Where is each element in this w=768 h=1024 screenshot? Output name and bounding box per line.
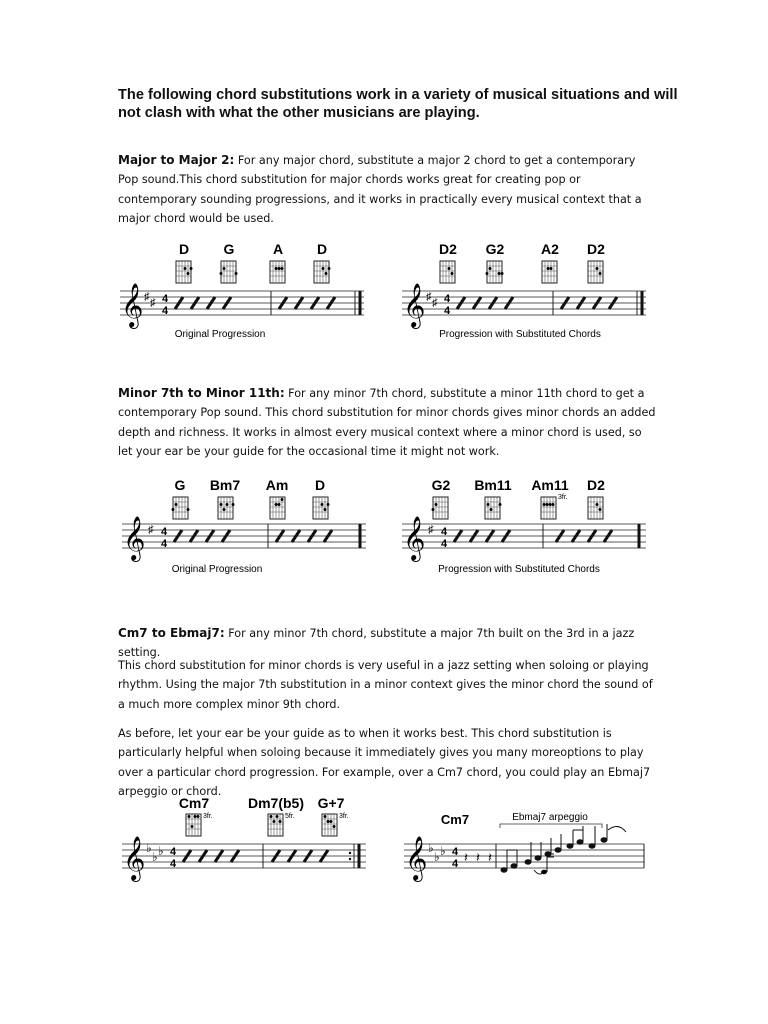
flat-icon: ♭: [146, 841, 152, 855]
chord-name: G2: [485, 241, 505, 257]
chord-diagram: [314, 261, 331, 283]
section2-title: Minor 7th to Minor 11th:: [118, 386, 285, 400]
time-sig: 4: [169, 858, 177, 870]
time-sig: 4: [161, 305, 169, 317]
chord-name: D2: [439, 241, 457, 257]
section1-left-chart: [120, 241, 364, 340]
intro-heading: The following chord substitutions work in a variety of musical situations and will not clash with what the other musicians are playing.: [118, 87, 678, 121]
chord-diagram: [176, 261, 193, 283]
chord-name: G+7: [317, 795, 345, 811]
music-staff: [402, 517, 646, 562]
chord-name: Cm7: [440, 812, 470, 827]
chord-diagram: [218, 497, 235, 519]
section3-paragraph-2: This chord substitution for minor chords is very useful in a jazz setting when soloing or playing rhythm. Using the major 7th substitution in a minor context gives the minor chord the sound of a much more complex minor 9th chord.: [118, 659, 653, 711]
section2-paragraph: [118, 384, 658, 462]
chord-diagram: [541, 497, 556, 519]
chord-diagram: [220, 261, 238, 283]
chord-diagram: [172, 497, 190, 519]
time-sig: 4: [161, 293, 169, 305]
section1-figure: [118, 238, 650, 346]
chord-name: D: [316, 241, 328, 257]
chord-name: Am: [265, 477, 289, 493]
sharp-icon: ♯: [426, 291, 432, 303]
chord-diagram: [485, 497, 502, 519]
chord-name: G: [223, 241, 235, 257]
rest-icon: 𝄽: [488, 850, 492, 865]
section3-paragraph-3: As before, let your ear be your guide as to when it works best. This chord substitution is particularly helpful when soloing because it immediately gives you many moreoptions to play over a particular chord progression. For example, over a Cm7 chord, you could play an Ebmaj7 arpeggio or chord.: [118, 727, 651, 799]
treble-clef: 𝄞: [121, 285, 144, 327]
sharp-icon: ♯: [432, 297, 438, 309]
chord-diagram: [432, 497, 449, 519]
chord-name: Am11: [531, 477, 569, 493]
chord-diagram: [322, 814, 337, 836]
caption: Progression with Substituted Chords: [439, 329, 601, 340]
rest-icon: 𝄽: [464, 850, 468, 865]
time-sig: 4: [160, 526, 168, 538]
section2-left-chart: [122, 477, 366, 575]
treble-clef: 𝄞: [123, 518, 146, 560]
chord-diagram: [313, 497, 330, 519]
chord-name: Dm7(b5): [247, 795, 305, 811]
sharp-icon: ♯: [150, 297, 156, 309]
chord-diagram: [542, 261, 557, 283]
section1-paragraph: [118, 151, 658, 229]
section3-figure: [118, 792, 650, 886]
music-staff: [402, 824, 644, 882]
time-sig: 4: [160, 538, 168, 550]
music-staff: [402, 284, 646, 329]
time-sig: 4: [443, 293, 451, 305]
chord-name: D: [314, 477, 326, 493]
time-sig: 4: [451, 846, 459, 858]
section1-right-chart: [402, 241, 646, 340]
music-staff: [120, 284, 364, 329]
section3-title: Cm7 to Ebmaj7:: [118, 626, 225, 640]
chord-name: A2: [541, 241, 559, 257]
section3-left-chart: [122, 795, 366, 882]
chord-name: G2: [431, 477, 451, 493]
caption: Progression with Substituted Chords: [438, 564, 600, 575]
chord-diagram: [268, 814, 283, 836]
chord-diagram: [588, 261, 603, 283]
chord-name: Cm7: [178, 795, 210, 811]
chord-diagram: [440, 261, 455, 283]
chord-name: Bm7: [209, 477, 241, 493]
flat-icon: ♭: [434, 850, 440, 864]
chord-name: D2: [587, 241, 605, 257]
chord-diagram: [270, 261, 285, 283]
flat-icon: ♭: [152, 850, 158, 864]
chord-name: D: [178, 241, 190, 257]
section3-text: For any minor 7th chord, substitute a major 7th built on the 3rd in a jazz setting.: [118, 627, 635, 660]
time-sig: 4: [451, 858, 459, 870]
section2-figure: [118, 474, 650, 582]
arpeggio-bracket: [500, 824, 602, 828]
caption: Original Progression: [171, 564, 263, 575]
treble-clef: 𝄞: [403, 285, 426, 327]
fret-label: 5fr.: [285, 813, 295, 820]
chord-diagram: [186, 814, 201, 836]
section2-text: For any minor 7th chord, substitute a minor 11th chord to get a contemporary Pop sound. This chord substitution for minor chords gives minor chords an added depth and richness. It works in almost every musical context where a minor chord is used, so let your ear be your guide for the occasional time it might not work.: [118, 387, 656, 459]
chord-name: Bm11: [474, 477, 512, 493]
caption: Original Progression: [174, 329, 266, 340]
section2-right-chart: [402, 477, 646, 575]
chord-diagram: [588, 497, 603, 519]
arpeggio-label: Ebmaj7 arpeggio: [512, 812, 588, 823]
flat-icon: ♭: [440, 844, 446, 858]
chord-name: G: [174, 477, 186, 493]
sharp-icon: ♯: [428, 524, 434, 536]
fret-label: 3fr.: [339, 813, 349, 820]
rest-icon: 𝄽: [476, 850, 480, 865]
sharp-icon: ♯: [148, 524, 154, 536]
treble-clef: 𝄞: [403, 518, 426, 560]
treble-clef: 𝄞: [405, 838, 428, 880]
time-sig: 4: [440, 526, 448, 538]
music-staff: [122, 837, 366, 882]
fret-label: 3fr.: [558, 494, 568, 501]
time-sig: 4: [443, 305, 451, 317]
flat-icon: ♭: [158, 844, 164, 858]
time-sig: 4: [169, 846, 177, 858]
chord-diagram: [486, 261, 504, 283]
sharp-icon: ♯: [144, 291, 150, 303]
chord-diagram: [270, 497, 285, 519]
section1-title: Major to Major 2:: [118, 153, 235, 167]
fret-label: 3fr.: [203, 813, 213, 820]
treble-clef: 𝄞: [123, 838, 146, 880]
time-sig: 4: [440, 538, 448, 550]
flat-icon: ♭: [428, 841, 434, 855]
section1-text: For any major chord, substitute a major 2 chord to get a contemporary Pop sound.This chord substitution for major chords works great for creating pop or contemporary sounding progressions, and it works in practically every musical context that a major chord would be used.: [118, 154, 642, 226]
chord-name: A: [272, 241, 284, 257]
chord-name: D2: [587, 477, 605, 493]
section3-right-chart: [402, 812, 644, 882]
music-staff: [122, 517, 366, 562]
